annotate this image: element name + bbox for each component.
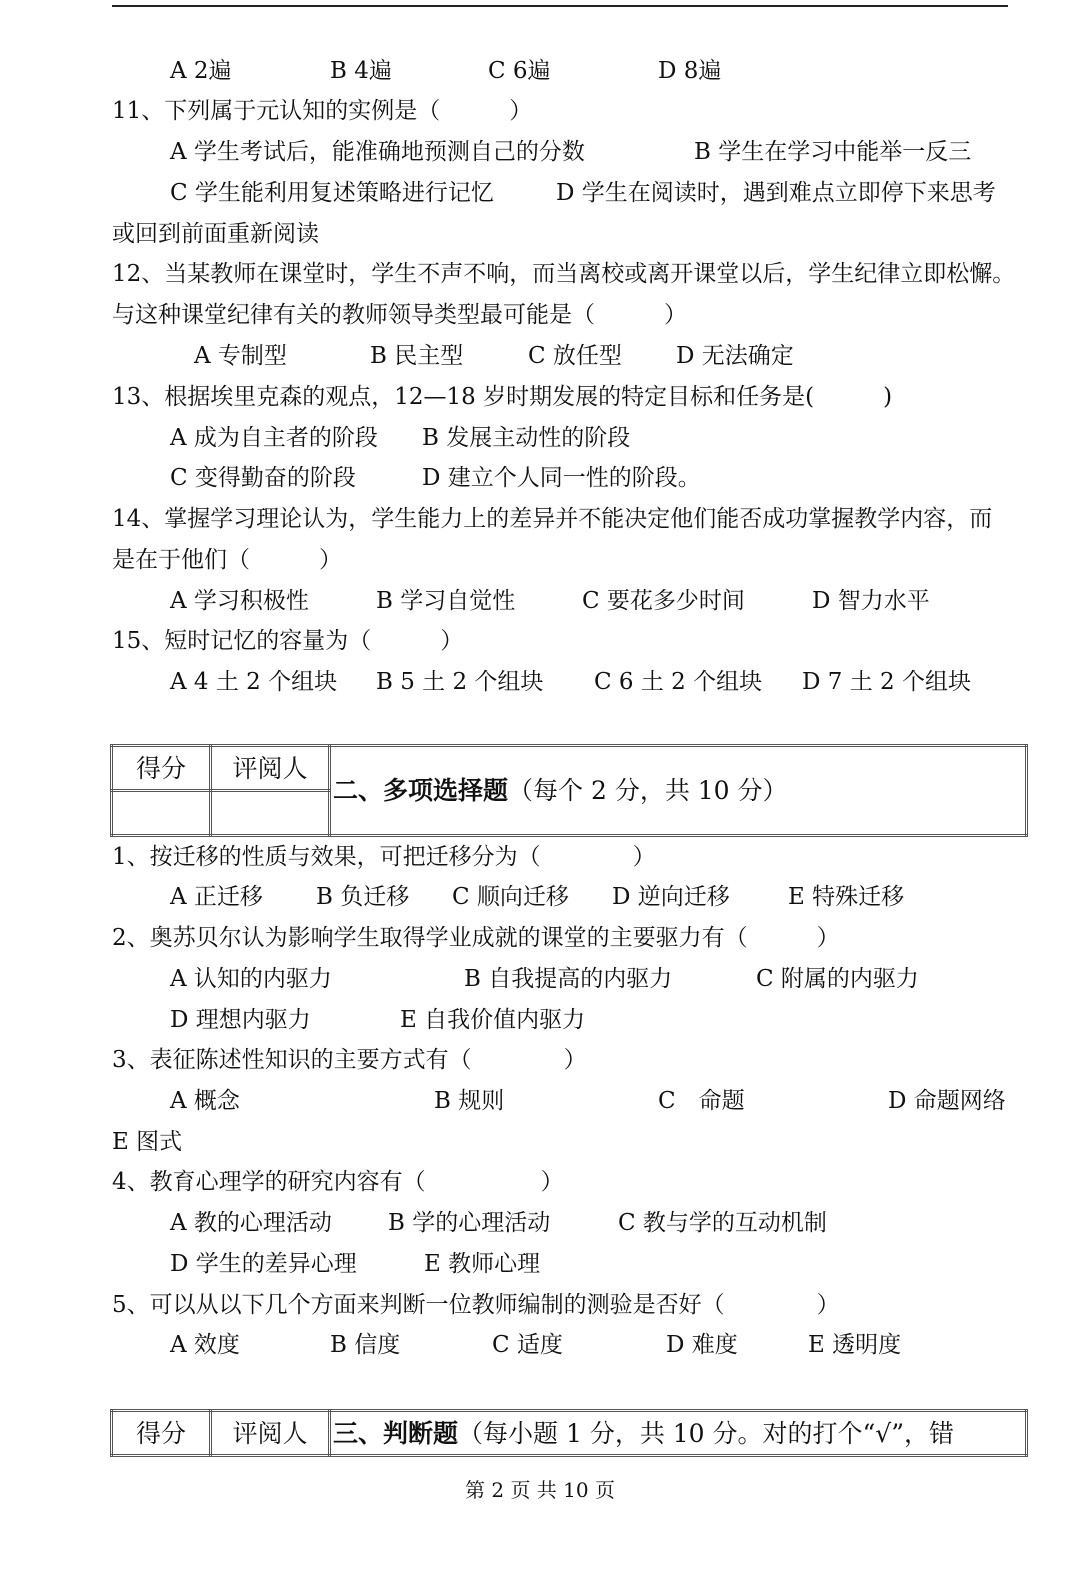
m2-option-c: C 附属的内驱力 xyxy=(756,966,919,992)
m2-option-d: D 理想内驱力 xyxy=(170,1007,311,1033)
m5-option-d: D 难度 xyxy=(666,1332,738,1358)
q12-option-c: C 放任型 xyxy=(528,343,622,369)
m5-option-b: B 信度 xyxy=(330,1332,401,1358)
m3-option-c: C 命题 xyxy=(658,1088,745,1114)
m3-option-d: D 命题网络 xyxy=(888,1088,1006,1114)
q12-stem-line1: 12、当某教师在课堂时，学生不声不响，而当离校或离开课堂以后，学生纪律立即松懈。 xyxy=(112,261,1016,287)
section2-title-bold: 二、多项选择题 xyxy=(333,776,509,805)
q11-option-d-continued: 或回到前面重新阅读 xyxy=(112,221,319,247)
q14-stem-line2: 是在于他们（ ） xyxy=(112,547,342,573)
q12-option-b: B 民主型 xyxy=(370,343,464,369)
q13-option-a: A 成为自主者的阶段 xyxy=(170,425,378,451)
reviewer-label: 评阅人 xyxy=(211,1411,330,1456)
q14-option-a: A 学习积极性 xyxy=(170,588,309,614)
m3-stem: 3、表征陈述性知识的主要方式有（ ） xyxy=(112,1047,587,1073)
q12-option-d: D 无法确定 xyxy=(676,343,794,369)
reviewer-cell xyxy=(211,791,330,836)
q10-option-b: B 4遍 xyxy=(330,58,392,84)
section3-title-rest: （每小题 1 分，共 10 分。对的打个“√”，错 xyxy=(458,1418,955,1448)
q12-option-a: A 专制型 xyxy=(194,343,287,369)
q15-option-a: A 4 土 2 个组块 xyxy=(170,669,338,695)
m4-stem: 4、教育心理学的研究内容有（ ） xyxy=(112,1169,564,1195)
m4-option-c: C 教与学的互动机制 xyxy=(618,1210,827,1236)
m1-option-e: E 特殊迁移 xyxy=(788,884,905,910)
m2-stem: 2、奥苏贝尔认为影响学生取得学业成就的课堂的主要驱力有（ ） xyxy=(112,925,840,951)
q13-option-c: C 变得勤奋的阶段 xyxy=(170,465,356,491)
m4-option-d: D 学生的差异心理 xyxy=(170,1251,357,1277)
section3-title xyxy=(330,1411,1027,1456)
q11-option-a: A 学生考试后，能准确地预测自己的分数 xyxy=(170,139,585,165)
page-footer: 第 2 页 共 10 页 xyxy=(465,1478,615,1502)
q15-option-b: B 5 土 2 个组块 xyxy=(376,669,544,695)
m3-option-a: A 概念 xyxy=(170,1088,240,1114)
m3-option-e: E 图式 xyxy=(112,1129,183,1155)
q14-option-b: B 学习自觉性 xyxy=(376,588,516,614)
m2-option-a: A 认知的内驱力 xyxy=(170,966,332,992)
q13-option-d: D 建立个人同一性的阶段。 xyxy=(422,465,701,491)
m1-option-b: B 负迁移 xyxy=(316,884,410,910)
m1-option-d: D 逆向迁移 xyxy=(612,884,730,910)
q11-option-b: B 学生在学习中能举一反三 xyxy=(694,139,972,165)
m2-option-e: E 自我价值内驱力 xyxy=(400,1007,586,1033)
q10-option-a: A 2遍 xyxy=(170,58,232,84)
section3-title-bold: 三、判断题 xyxy=(333,1418,459,1448)
section2-title-rest: （每个 2 分，共 10 分） xyxy=(508,776,788,805)
m4-option-e: E 教师心理 xyxy=(424,1251,541,1277)
q15-option-c: C 6 土 2 个组块 xyxy=(594,669,763,695)
q11-stem: 11、下列属于元认知的实例是（ ） xyxy=(112,98,533,124)
m1-option-c: C 顺向迁移 xyxy=(452,884,569,910)
q14-stem-line1: 14、掌握学习理论认为，学生能力上的差异并不能决定他们能否成功掌握教学内容，而 xyxy=(112,506,993,532)
section2-score-table xyxy=(110,744,1028,837)
score-label: 得分 xyxy=(112,746,211,791)
reviewer-label: 评阅人 xyxy=(211,746,330,791)
q12-stem-line2: 与这种课堂纪律有关的教师领导类型最可能是（ ） xyxy=(112,302,687,328)
q10-option-d: D 8遍 xyxy=(658,58,722,84)
q11-option-c: C 学生能利用复述策略进行记忆 xyxy=(170,180,494,206)
q13-stem: 13、根据埃里克森的观点，12—18 岁时期发展的特定目标和任务是( ) xyxy=(112,384,893,410)
score-cell xyxy=(112,791,211,836)
m4-option-a: A 教的心理活动 xyxy=(170,1210,332,1236)
score-label: 得分 xyxy=(112,1411,211,1456)
section2-title xyxy=(330,746,1027,836)
m3-option-b: B 规则 xyxy=(434,1088,505,1114)
m5-stem: 5、可以从以下几个方面来判断一位教师编制的测验是否好（ ） xyxy=(112,1292,840,1318)
m1-stem: 1、按迁移的性质与效果，可把迁移分为（ ） xyxy=(112,844,656,870)
m1-option-a: A 正迁移 xyxy=(170,884,263,910)
q14-option-d: D 智力水平 xyxy=(812,588,930,614)
top-rule xyxy=(112,5,1008,7)
q11-option-d: D 学生在阅读时，遇到难点立即停下来思考 xyxy=(556,180,996,206)
m2-option-b: B 自我提高的内驱力 xyxy=(464,966,673,992)
q14-option-c: C 要花多少时间 xyxy=(582,588,745,614)
m4-option-b: B 学的心理活动 xyxy=(388,1210,551,1236)
q13-option-b: B 发展主动性的阶段 xyxy=(422,425,631,451)
section3-score-table xyxy=(110,1409,1028,1457)
q15-stem: 15、短时记忆的容量为（ ） xyxy=(112,628,464,654)
m5-option-a: A 效度 xyxy=(170,1332,240,1358)
q15-option-d: D 7 土 2 个组块 xyxy=(802,669,971,695)
m5-option-c: C 适度 xyxy=(492,1332,563,1358)
m5-option-e: E 透明度 xyxy=(808,1332,902,1358)
q10-option-c: C 6遍 xyxy=(488,58,551,84)
